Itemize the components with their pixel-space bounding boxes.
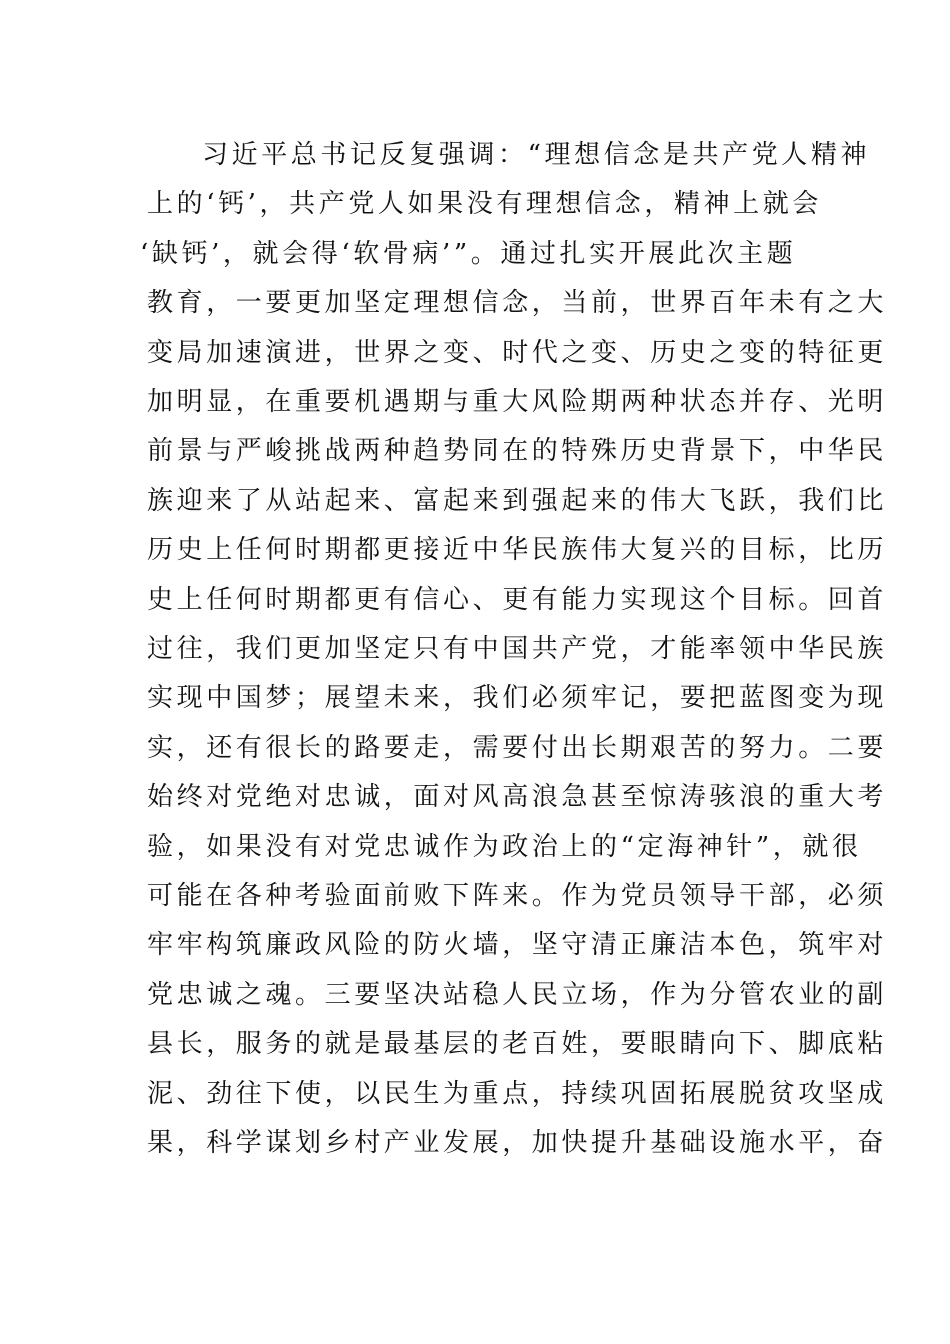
paragraph-line: 县长，服务的就是最基层的老百姓，要眼睛向下、脚底粘 [147,1029,888,1060]
paragraph-line: 习近平总书记反复强调：“理想信念是共产党人精神 [202,140,871,170]
paragraph-line: 前景与严峻挑战两种趋势同在的特殊历史背景下，中华民 [147,436,888,467]
paragraph-line: 加明显，在重要机遇期与重大风险期两种状态并存、光明 [147,387,888,417]
paragraph-line: 历史上任何时期都更接近中华民族伟大复兴的目标，比历 [147,535,888,566]
paragraph-line: 泥、劲往下使，以民生为重点，持续巩固拓展脱贫攻坚成 [147,1078,888,1109]
paragraph-line: 牢牢构筑廉政风险的防火墙，坚守清正廉洁本色，筑牢对 [147,930,888,961]
paragraph-line: 上的‘钙’，共产党人如果没有理想信念，精神上就会 [147,189,822,220]
paragraph-line: 变局加速演进，世界之变、时代之变、历史之变的特征更 [147,337,888,368]
paragraph-line: 史上任何时期都更有信心、更有能力实现这个目标。回首 [147,584,888,615]
paragraph-line: 验，如果没有对党忠诚作为政治上的“定海神针”，就很 [147,831,862,862]
paragraph-line: 可能在各种考验面前败下阵来。作为党员领导干部，必须 [147,881,888,911]
paragraph-line: 实，还有很长的路要走，需要付出长期艰苦的努力。二要 [147,732,888,763]
paragraph-line: 教育，一要更加坚定理想信念，当前，世界百年未有之大 [147,288,888,319]
paragraph-line: 过往，我们更加坚定只有中国共产党，才能率领中华民族 [147,634,888,664]
paragraph-line: 族迎来了从站起来、富起来到强起来的伟大飞跃，我们比 [147,485,888,516]
paragraph-line: 果，科学谋划乡村产业发展，加快提升基础设施水平，奋 [147,1128,888,1158]
paragraph-line: 党忠诚之魂。三要坚决站稳人民立场，作为分管农业的副 [147,979,888,1010]
paragraph-line: 始终对党绝对忠诚，面对风高浪急甚至惊涛骇浪的重大考 [147,782,888,813]
paragraph-line: ‘缺钙’，就会得‘软骨病’”。通过扎实开展此次主题 [140,238,797,269]
paragraph-line: 实现中国梦；展望未来，我们必须牢记，要把蓝图变为现 [147,683,888,714]
